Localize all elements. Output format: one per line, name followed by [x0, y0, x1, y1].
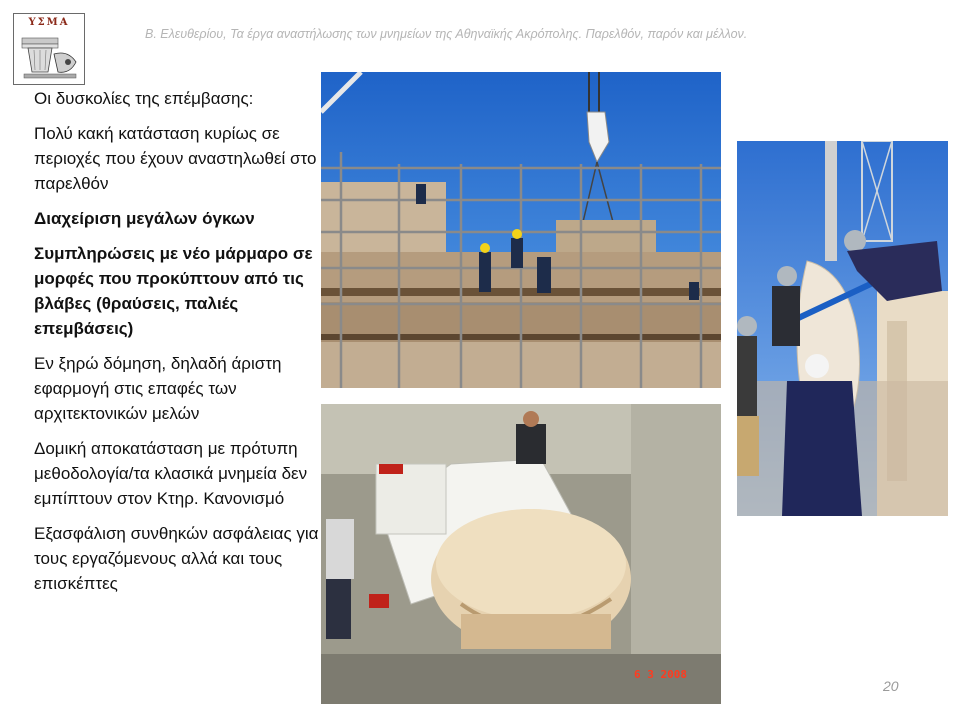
page-number: 20: [883, 678, 899, 694]
logo-text: ΥΣΜΑ: [28, 17, 70, 28]
photo-scaffolding: [321, 72, 721, 388]
photo-workers-lifting: [737, 141, 948, 516]
slide-header: Β. Ελευθερίου, Τα έργα αναστήλωσης των μνημείων της Αθηναϊκής Ακρόπολης. Παρελθόν, παρόν και μέλλον.: [145, 27, 748, 41]
photo-datestamp: 6 3 2008: [634, 668, 687, 681]
logo: [13, 13, 85, 85]
bullet-item-4: Συμπληρώσεις με νέο μάρμαρο σε μορφές που προκύπτουν από τις βλάβες (θραύσεις, παλιές επεμβάσεις): [34, 244, 313, 338]
bullet-item-7: Εξασφάλιση συνθηκών ασφάλειας για τους εργαζόμενους αλλά και τους επισκέπτες: [34, 524, 319, 593]
bullet-item-3: Διαχείριση μεγάλων όγκων: [34, 209, 255, 228]
bullet-item-2: Πολύ κακή κατάσταση κυρίως σε περιοχές που έχουν αναστηλωθεί στο παρελθόν: [34, 124, 317, 193]
bullet-item-6: Δομική αποκατάσταση με πρότυπη μεθοδολογία/τα κλασικά μνημεία δεν εμπίπτουν στον Κτηρ. Κανονισμό: [34, 439, 308, 508]
photo-marble-workshop: [321, 404, 721, 704]
bullet-item-1: Οι δυσκολίες της επέμβασης:: [34, 89, 254, 108]
logo-column-drawing-icon: [18, 32, 82, 82]
bullet-list: [34, 86, 319, 606]
bullet-item-5: Εν ξηρώ δόμηση, δηλαδή άριστη εφαρμογή στις επαφές των αρχιτεκτονικών μελών: [34, 354, 282, 423]
